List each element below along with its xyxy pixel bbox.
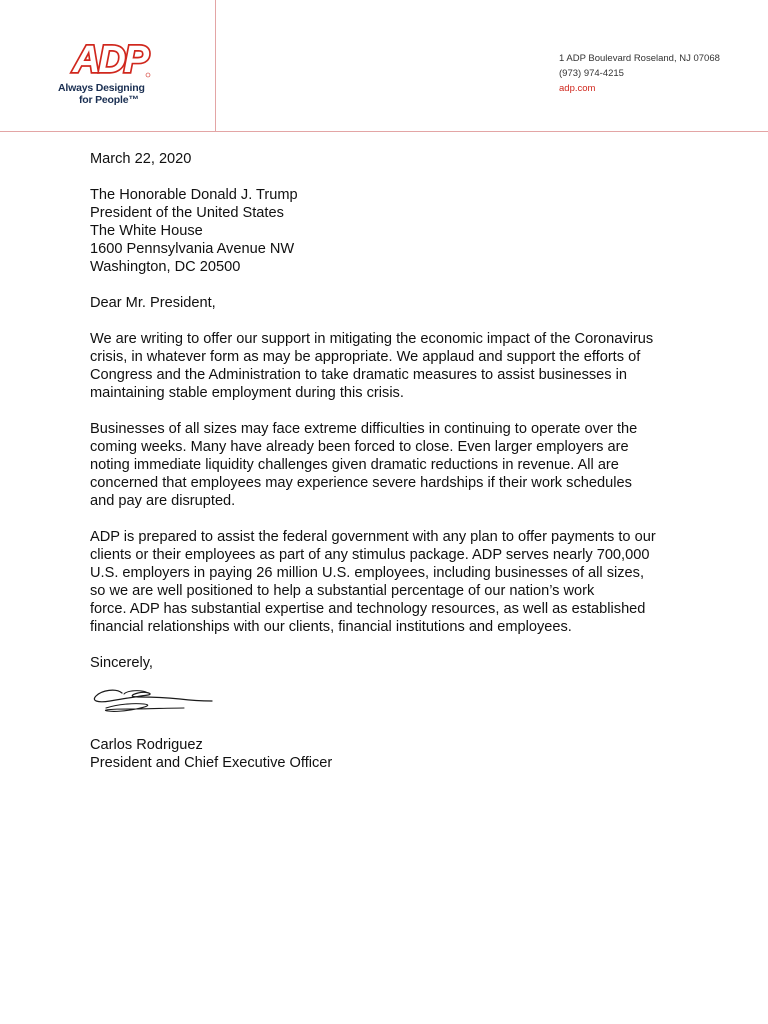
recipient-line: 1600 Pennsylvania Avenue NW <box>90 241 295 257</box>
recipient-line: Washington, DC 20500 <box>90 259 241 275</box>
paragraph-line: crisis, in whatever form as may be appropriate. We applaud and support the efforts of <box>90 349 641 365</box>
paragraph-line: Congress and the Administration to take dramatic measures to assist businesses in <box>90 367 627 383</box>
recipient-line: President of the United States <box>90 205 284 221</box>
paragraph-line: clients or their employees as part of any stimulus package. ADP serves nearly 700,000 <box>90 547 650 563</box>
paragraph-line: coming weeks. Many have already been forced to close. Even larger employers are <box>90 439 629 455</box>
handwritten-signature <box>88 684 218 718</box>
paragraph-line: ADP is prepared to assist the federal government with any plan to offer payments to our <box>90 529 656 545</box>
paragraph-line: financial relationships with our clients, financial institutions and employees. <box>90 619 572 635</box>
paragraph-2 <box>90 420 690 510</box>
paragraph-line: force. ADP has substantial expertise and technology resources, as well as established <box>90 601 646 617</box>
brand-tagline <box>58 82 145 106</box>
svg-text:ADP: ADP <box>72 39 148 81</box>
signer-title: President and Chief Executive Officer <box>90 755 333 771</box>
paragraph-line: concerned that employees may experience severe hardships if their work schedules <box>90 475 632 491</box>
recipient-line: The White House <box>90 223 203 239</box>
recipient-line: The Honorable Donald J. Trump <box>90 187 298 203</box>
header-vertical-divider <box>215 0 216 132</box>
recipient-address <box>90 186 690 276</box>
tagline-line-1: Always Designing <box>58 82 145 94</box>
company-website-link[interactable]: adp.com <box>559 83 596 94</box>
paragraph-line: U.S. employers in paying 26 million U.S. employees, including businesses of all sizes, <box>90 565 645 581</box>
letter-date: March 22, 2020 <box>90 151 192 167</box>
paragraph-line: We are writing to offer our support in mitigating the economic impact of the Coronavirus <box>90 331 654 347</box>
contact-block <box>559 51 720 96</box>
closing: Sincerely, <box>90 655 153 671</box>
company-phone: (973) 974-4215 <box>559 68 624 79</box>
signer-name: Carlos Rodriguez <box>90 737 203 753</box>
letter-body <box>90 150 690 690</box>
company-address: 1 ADP Boulevard Roseland, NJ 07068 <box>559 53 720 64</box>
paragraph-1 <box>90 330 690 402</box>
paragraph-3 <box>90 528 690 636</box>
adp-logo <box>68 38 152 82</box>
signer-block <box>90 736 332 772</box>
paragraph-line: Businesses of all sizes may face extreme difficulties in continuing to operate over the <box>90 421 638 437</box>
paragraph-line: maintaining stable employment during this crisis. <box>90 385 404 401</box>
paragraph-line: and pay are disrupted. <box>90 493 236 509</box>
header-horizontal-divider <box>0 131 768 132</box>
tagline-line-2: for People™ <box>79 94 139 106</box>
paragraph-line: so we are well positioned to help a substantial percentage of our nation’s work <box>90 583 595 599</box>
salutation: Dear Mr. President, <box>90 295 216 311</box>
paragraph-line: noting immediate liquidity challenges given dramatic reductions in revenue. All are <box>90 457 619 473</box>
